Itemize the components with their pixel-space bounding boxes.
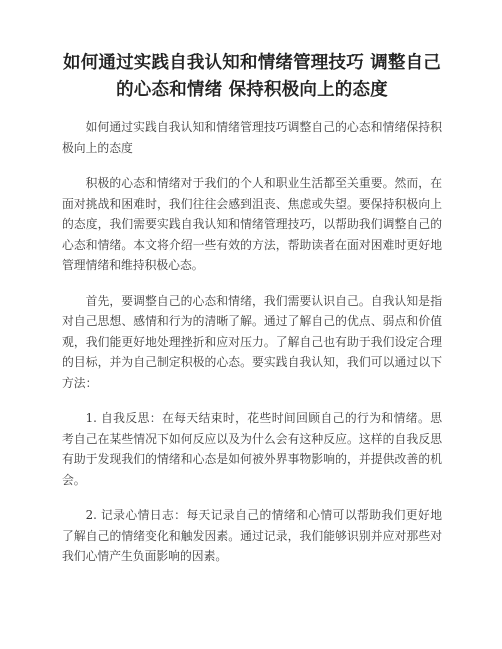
paragraph-self-awareness: 首先，要调整自己的心态和情绪，我们需要认识自己。自我认知是指对自己思想、感情和行为的清晰了解。通过了解自己的优点、弱点和价值观，我们能更好地处理挫折和应对压力。了解自己也有助于我们设定合理的目标，并为自己制定积极的心态。要实践自我认知，我们可以通过以下方法： <box>62 293 442 390</box>
paragraph-intro: 积极的心态和情绪对于我们的个人和职业生活都至关重要。然而，在面对挑战和困难时，我们往往会感到沮丧、焦虑或失望。要保持积极向上的态度，我们需要实践自我认知和情绪管理技巧，以帮助我们调整自己的心态和情绪。本文将介绍一些有效的方法，帮助读者在面对困难时更好地管理情绪和维持积极心态。 <box>62 176 442 272</box>
paragraph-mood-journal: 2. 记录心情日志：每天记录自己的情绪和心情可以帮助我们更好地了解自己的情绪变化和触发因素。通过记录，我们能够识别并应对那些对我们心情产生负面影响的因素。 <box>62 508 442 563</box>
document-title: 如何通过实践自我认知和情绪管理技巧 调整自己的心态和情绪 保持积极向上的态度 <box>63 53 441 100</box>
paragraph-self-reflection: 1. 自我反思：在每天结束时，花些时间回顾自己的行为和情绪。思考自己在某些情况下如何反应以及为什么会有这种反应。这样的自我反思有助于发现我们的情绪和心态是如何被外界事物影响的，并提供改善的机会。 <box>62 411 442 487</box>
paragraph-subtitle: 如何通过实践自我认知和情绪管理技巧调整自己的心态和情绪保持积极向上的态度 <box>62 120 442 155</box>
